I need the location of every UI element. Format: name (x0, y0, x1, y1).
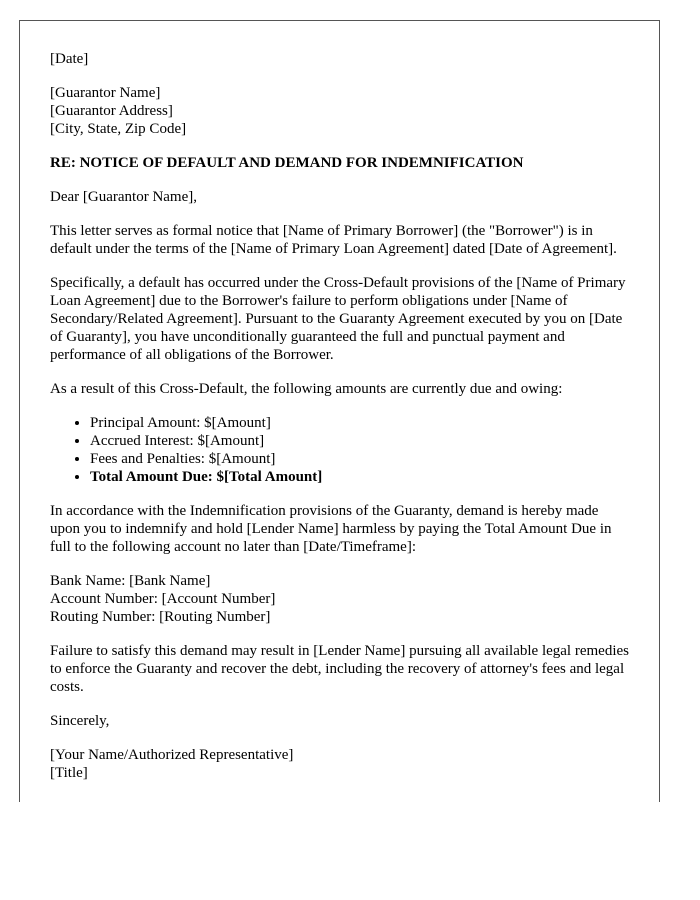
signer-title: [Title] (50, 765, 88, 781)
consequence-paragraph: Failure to satisfy this demand may result in [Lender Name] pursuing all available legal remedies to enforce the Guaranty and recover the debt, including the recovery of attorney's fees and legal costs. (50, 643, 629, 695)
closing: Sincerely, (50, 713, 110, 729)
guarantor-address: [Guarantor Address] (50, 103, 173, 119)
intro-paragraph: This letter serves as formal notice that [Name of Primary Borrower] (the "Borrower") is in default under the terms of the [Name of Primary Loan Agreement] dated [Date of Agreement]. (50, 223, 617, 257)
list-item-fees: • Fees and Penalties: $[Amount] (90, 450, 630, 468)
demand-paragraph: In accordance with the Indemnification provisions of the Guaranty, demand is hereby made upon you to indemnify and hold [Lender Name] harmless by paying the Total Amount Due in full to the following account no later than [Date/Timeframe]: (50, 503, 612, 555)
salutation: Dear [Guarantor Name], (50, 189, 198, 205)
list-item-principal: • Principal Amount: $[Amount] (90, 414, 630, 432)
amounts-intro-paragraph: As a result of this Cross-Default, the following amounts are currently due and owing: (50, 381, 563, 397)
list-item-interest: • Accrued Interest: $[Amount] (90, 432, 630, 450)
signer-name: [Your Name/Authorized Representative] (50, 747, 294, 763)
cross-default-paragraph: Specifically, a default has occurred under the Cross-Default provisions of the [Name of Primary Loan Agreement] due to the Borrower's failure to perform obligations under [Name of Secondary/Related Agreement]. Pursuant to the Guaranty Agreement executed by you on [Date of Guaranty], you have unconditionally guaranteed the full and punctual payment and performance of all obligations of the Borrower. (50, 275, 626, 363)
guarantor-city-state-zip: [City, State, Zip Code] (50, 121, 187, 137)
bank-name: Bank Name: [Bank Name] (50, 573, 211, 589)
letter-page (19, 20, 660, 802)
routing-number: Routing Number: [Routing Number] (50, 609, 271, 625)
list-item-total: • Total Amount Due: $[Total Amount] (90, 468, 630, 486)
amounts-list (50, 414, 630, 486)
letter-date: [Date] (50, 51, 89, 67)
signature-block (50, 746, 630, 782)
guarantor-name: [Guarantor Name] (50, 85, 161, 101)
account-number: Account Number: [Account Number] (50, 591, 276, 607)
subject-line: RE: NOTICE OF DEFAULT AND DEMAND FOR INDEMNIFICATION (50, 155, 524, 171)
guarantor-block (50, 84, 630, 138)
bank-details (50, 572, 630, 626)
